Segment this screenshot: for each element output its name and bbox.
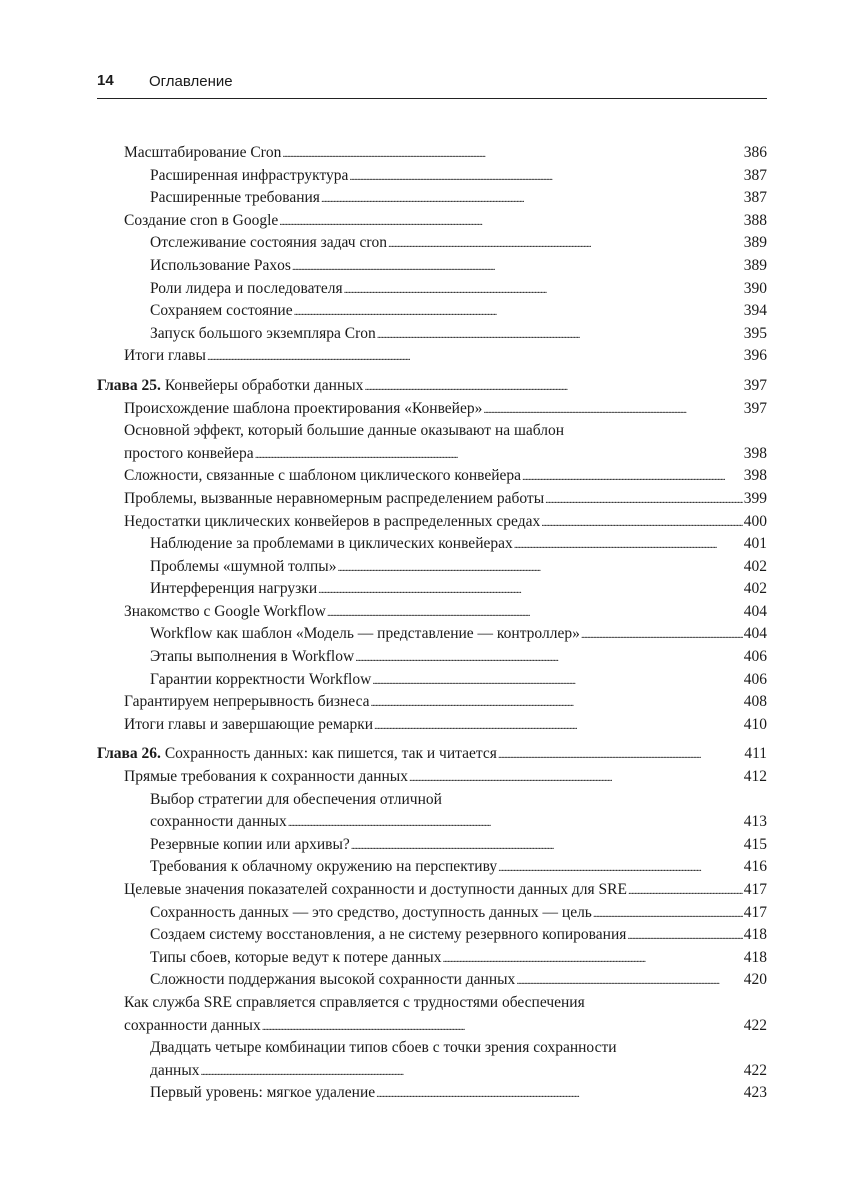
toc-entry-page: 397 [743, 399, 767, 417]
toc-entry [97, 969, 767, 992]
dot-leader [442, 948, 742, 971]
toc-entry [97, 811, 767, 834]
toc-entry-page: 420 [743, 971, 767, 989]
dot-leader [337, 557, 742, 580]
dot-leader [288, 812, 743, 835]
toc-entry-title: Роли лидера и последователя [150, 279, 343, 297]
dot-leader [207, 346, 743, 369]
toc-entry-title: Типы сбоев, которые ведут к потере данных [150, 948, 442, 966]
toc-entry-title: Этапы выполнения в Workflow [150, 648, 355, 666]
toc-entry-page: 422 [743, 1016, 767, 1034]
toc-entry-title: Итоги главы [124, 347, 206, 365]
toc-entry [97, 623, 767, 646]
dot-leader [409, 767, 743, 790]
toc-entry [97, 232, 767, 255]
toc-entry-title: простого конвейера [124, 444, 254, 462]
toc-entry-page: 394 [743, 302, 767, 320]
toc-entry-page: 404 [743, 625, 767, 643]
toc-entry [97, 488, 767, 511]
dot-leader [374, 715, 743, 738]
dot-leader [355, 647, 743, 670]
dot-leader [371, 692, 743, 715]
toc-entry [97, 533, 767, 556]
dot-leader [292, 256, 743, 279]
toc-chapter-26 [97, 743, 767, 766]
toc-entry-page: 400 [743, 512, 767, 530]
toc-entry [97, 1060, 767, 1083]
toc-entry-page: 418 [743, 926, 767, 944]
dot-leader [522, 466, 743, 489]
dot-leader [376, 1083, 743, 1106]
toc-entry-page: 423 [743, 1084, 767, 1102]
toc-entry-first-line: Основной эффект, который большие данные оказывают на шаблон [124, 422, 565, 440]
toc-entry-page: 399 [743, 489, 767, 507]
page-number: 14 [97, 72, 114, 89]
dot-leader [498, 857, 743, 880]
toc-entry-page: 402 [743, 580, 767, 598]
toc-entry [97, 165, 767, 188]
toc-entry-title: Workflow как шаблон «Модель — представление — контроллер» [150, 625, 580, 643]
toc-entry-title: Прямые требования к сохранности данных [124, 768, 408, 786]
toc-entry-title: Проблемы, вызванные неравномерным распределением работы [124, 489, 545, 507]
toc-entry-page: 413 [743, 813, 767, 831]
toc-entry-title: Недостатки циклических конвейеров в распределенных средах [124, 512, 541, 530]
dot-leader [516, 970, 742, 993]
toc-entry [97, 1082, 767, 1105]
toc-entry [97, 766, 767, 789]
toc-entry-title: Проблемы «шумной толпы» [150, 557, 337, 575]
toc-entry [97, 1015, 767, 1038]
toc-entry-title: Происхождение шаблона проектирования «Конвейер» [124, 399, 483, 417]
toc-entry [97, 210, 767, 233]
toc-entry-page: 396 [743, 347, 767, 365]
toc-entry-title: Масштабирование Cron [124, 144, 282, 161]
toc-entry-page: 389 [743, 256, 767, 274]
toc-entry [97, 947, 767, 970]
toc-entry-page: 398 [743, 467, 767, 485]
toc-entry-title: сохранности данных [124, 1016, 261, 1034]
running-header [97, 72, 767, 99]
toc-entry [97, 187, 767, 210]
toc-entry [97, 924, 767, 947]
toc-entry [97, 398, 767, 421]
toc-entry-title: Создаем систему восстановления, а не систему резервного копирования [150, 926, 627, 944]
toc-entry [97, 255, 767, 278]
dot-leader [372, 670, 742, 693]
toc-entry-page: 397 [743, 376, 767, 394]
dot-leader [349, 166, 742, 189]
dot-leader [282, 143, 742, 166]
dot-leader [255, 444, 743, 467]
dot-leader [581, 624, 743, 647]
toc-entry [97, 714, 767, 737]
chapter-title: Сохранность данных: как пишется, так и читается [164, 745, 497, 763]
toc-entry [97, 300, 767, 323]
dot-leader [388, 233, 743, 256]
toc-entry-page: 388 [743, 211, 767, 229]
toc-entry-title: Сложности, связанные с шаблоном циклического конвейера [124, 467, 522, 485]
dot-leader [321, 188, 743, 211]
toc-entry-page: 390 [743, 279, 767, 297]
toc-entry [97, 669, 767, 692]
toc-entry-title: Отслеживание состояния задач cron [150, 234, 387, 252]
toc-entry-title: Целевые значения показателей сохранности и доступности данных для SRE [124, 881, 627, 898]
toc-entry [97, 345, 767, 368]
toc-entry-page: 416 [743, 858, 767, 876]
toc-entry [97, 646, 767, 669]
toc-entry-first-line: Двадцать четыре комбинации типов сбоев с точки зрения сохранности [150, 1039, 617, 1057]
dot-leader [545, 489, 743, 512]
toc-entry-page: 387 [743, 166, 767, 184]
dot-leader [364, 376, 742, 399]
toc-entry-page: 398 [743, 444, 767, 462]
toc-entry [97, 879, 767, 902]
dot-leader [593, 903, 743, 926]
toc-entry-title: сохранности данных [150, 813, 287, 831]
toc-entry-title: Создание cron в Google [124, 211, 279, 229]
chapter-title: Конвейеры обработки данных [164, 376, 364, 394]
toc-entry-page: 406 [743, 648, 767, 666]
toc-entry-page: 404 [743, 602, 767, 620]
toc-entry [97, 556, 767, 579]
toc-entry [97, 578, 767, 601]
toc-entry-page: 417 [743, 903, 767, 921]
toc-entry [97, 465, 767, 488]
toc-entry-title: Расширенные требования [150, 189, 320, 207]
toc-entry-title: Итоги главы и завершающие ремарки [124, 715, 374, 733]
table-of-contents [97, 142, 767, 1105]
toc-entry-page: 408 [743, 693, 767, 711]
toc-entry-page: 415 [743, 835, 767, 853]
chapter-label: Глава 26. [97, 745, 161, 763]
dot-leader [541, 512, 743, 535]
toc-entry-title: Гарантии корректности Workflow [150, 670, 372, 688]
toc-entry-title: Запуск большого экземпляра Cron [150, 324, 376, 342]
toc-entry-title: Сохранность данных — это средство, доступность данных — цель [150, 903, 592, 921]
toc-entry [97, 323, 767, 346]
toc-entry-first-line: Выбор стратегии для обеспечения отличной [150, 790, 442, 808]
toc-entry-page: 389 [743, 234, 767, 252]
toc-entry-title: Использование Paxos [150, 256, 291, 274]
toc-entry-title: Требования к облачному окружению на перспективу [150, 858, 498, 876]
dot-leader [627, 925, 742, 948]
dot-leader [318, 579, 743, 602]
toc-entry-title: Сохраняем состояние [150, 302, 293, 320]
dot-leader [498, 744, 743, 767]
toc-entry [97, 601, 767, 624]
toc-entry [97, 142, 767, 165]
toc-entry-page: 402 [743, 557, 767, 575]
toc-entry-title: Наблюдение за проблемами в циклических конвейерах [150, 535, 513, 553]
toc-entry-page: 387 [743, 189, 767, 207]
chapter-label: Глава 25. [97, 376, 161, 394]
toc-entry-title: Первый уровень: мягкое удаление [150, 1084, 376, 1102]
dot-leader [377, 324, 743, 347]
toc-entry-page: 410 [743, 715, 767, 733]
dot-leader [344, 279, 743, 302]
toc-entry [97, 511, 767, 534]
dot-leader [514, 534, 743, 557]
dot-leader [201, 1061, 743, 1084]
toc-entry [97, 691, 767, 714]
toc-entry-title: Знакомство с Google Workflow [124, 602, 326, 620]
toc-entry-page: 418 [743, 948, 767, 966]
toc-entry [97, 443, 767, 466]
toc-entry [97, 902, 767, 925]
dot-leader [294, 301, 743, 324]
dot-leader [279, 211, 742, 234]
toc-entry [97, 856, 767, 879]
running-title: Оглавление [149, 73, 233, 90]
toc-entry-title: данных [150, 1061, 200, 1079]
toc-entry-title: Резервные копии или архивы? [150, 835, 350, 853]
toc-entry-title: Гарантируем непрерывность бизнеса [124, 693, 370, 711]
toc-entry [97, 834, 767, 857]
toc-entry [97, 278, 767, 301]
toc-entry-title: Сложности поддержания высокой сохранности данных [150, 971, 516, 989]
toc-entry-page: 411 [744, 745, 767, 763]
toc-entry-page: 412 [743, 768, 767, 786]
toc-chapter-25 [97, 375, 767, 398]
toc-entry-page: 386 [743, 144, 767, 161]
toc-entry-first-line: Как служба SRE справляется справляется с трудностями обеспечения [124, 993, 585, 1011]
toc-entry-page: 401 [743, 535, 767, 553]
toc-entry-page: 395 [743, 324, 767, 342]
dot-leader [628, 880, 743, 903]
toc-entry-title: Расширенная инфраструктура [150, 166, 349, 184]
toc-entry-page: 406 [743, 670, 767, 688]
dot-leader [327, 602, 743, 625]
toc-entry-page: 417 [743, 881, 767, 898]
toc-entry-title: Интерференция нагрузки [150, 580, 318, 598]
dot-leader [351, 835, 743, 858]
dot-leader [483, 399, 742, 422]
dot-leader [262, 1016, 743, 1039]
toc-entry-page: 422 [743, 1061, 767, 1079]
